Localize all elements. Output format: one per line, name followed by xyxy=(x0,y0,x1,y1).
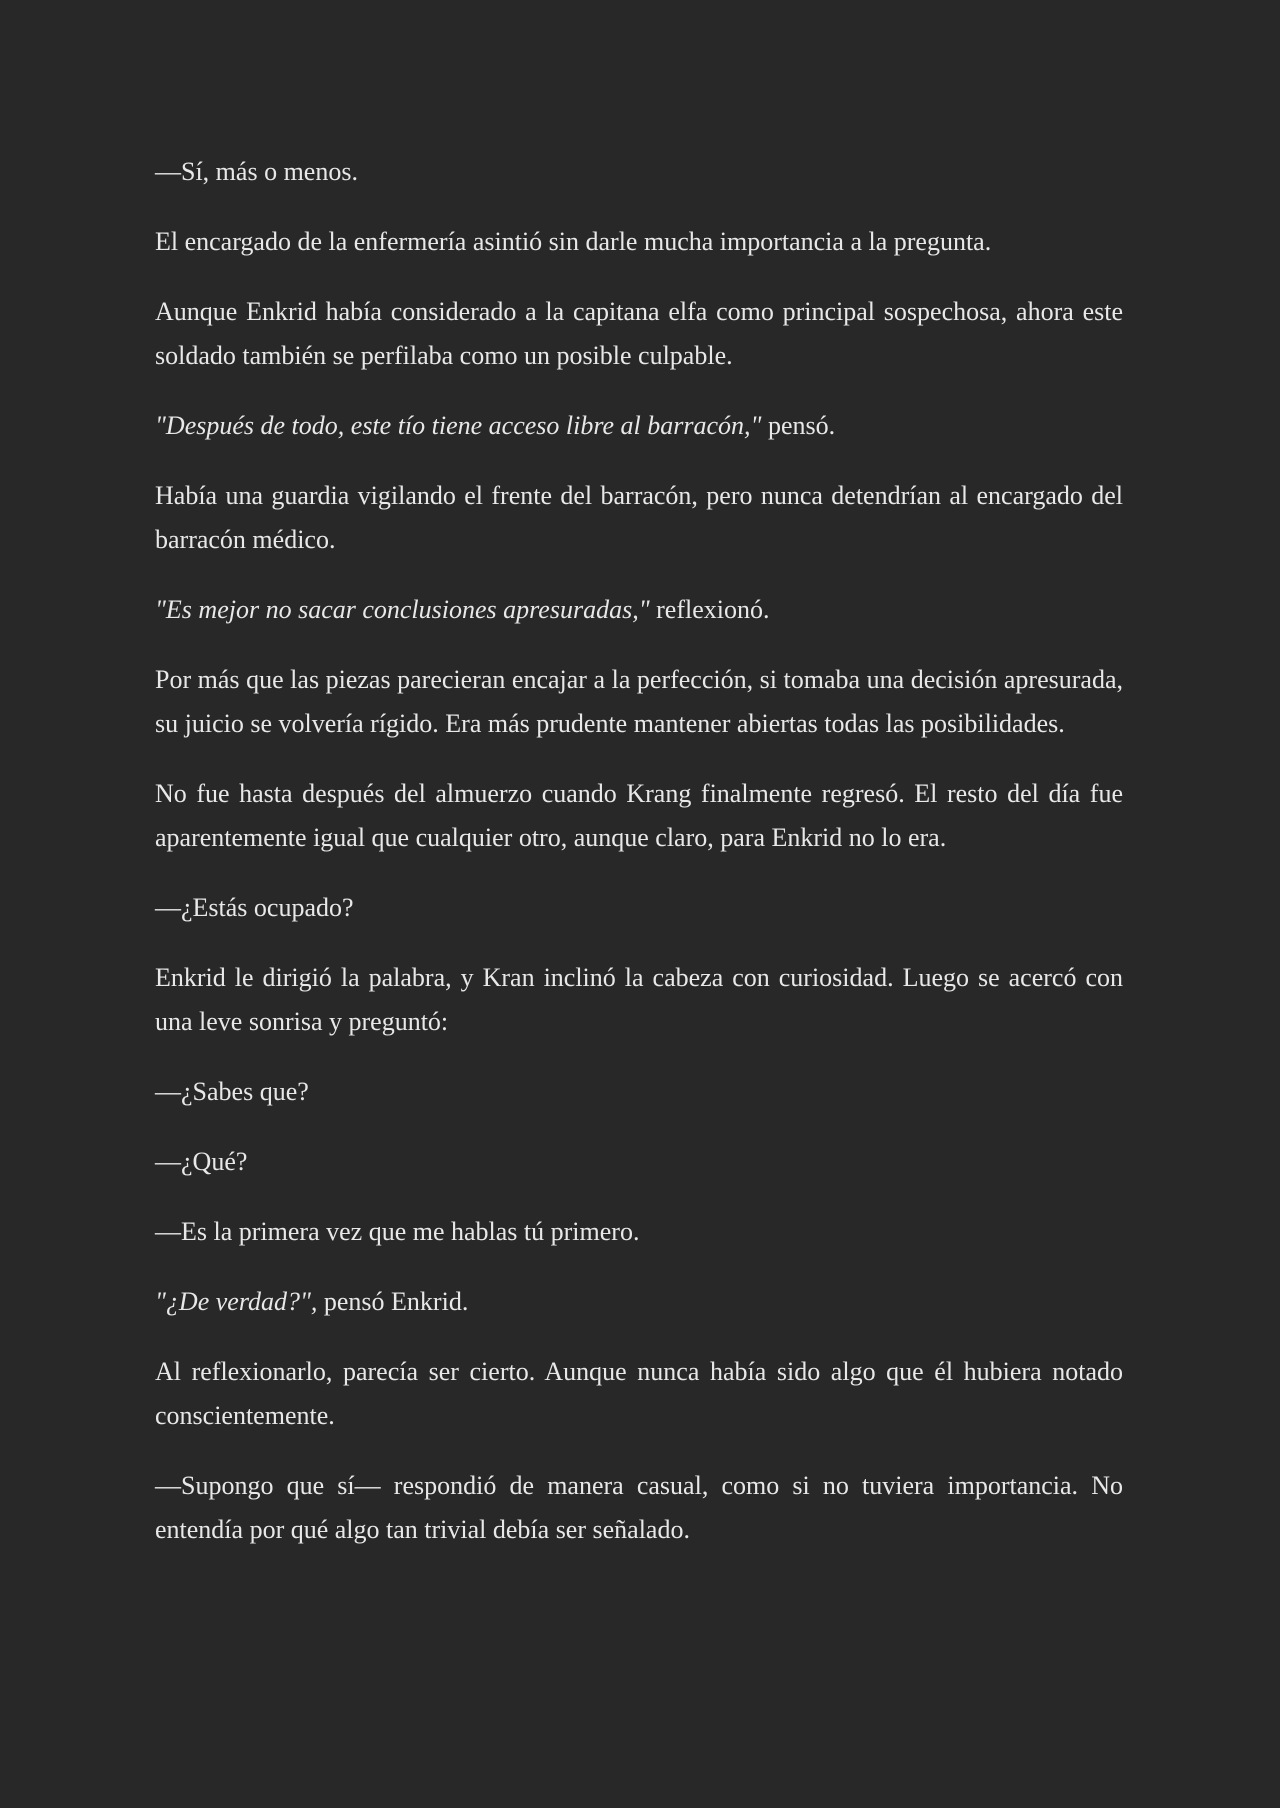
paragraph: Había una guardia vigilando el frente del barracón, pero nunca detendrían al encargado del barracón médico. xyxy=(155,481,1123,554)
thought-text: "Después de todo, este tío tiene acceso libre al barracón," xyxy=(155,411,762,440)
paragraph-dialogue: —Es la primera vez que me hablas tú primero. xyxy=(155,1217,640,1246)
thought-text: "Es mejor no sacar conclusiones apresuradas," xyxy=(155,595,650,624)
paragraph-thought xyxy=(155,588,1123,632)
narration-text: reflexionó. xyxy=(649,595,770,624)
paragraph-thought xyxy=(155,1280,1123,1324)
paragraph-dialogue: —¿Sabes que? xyxy=(155,1077,309,1106)
paragraph: Enkrid le dirigió la palabra, y Kran inclinó la cabeza con curiosidad. Luego se acercó con una leve sonrisa y preguntó: xyxy=(155,963,1123,1036)
paragraph-dialogue: —¿Qué? xyxy=(155,1147,248,1176)
narration-text: pensó. xyxy=(761,411,836,440)
paragraph-thought xyxy=(155,404,1123,448)
paragraph-dialogue: —¿Estás ocupado? xyxy=(155,893,354,922)
paragraph-dialogue: —Supongo que sí— respondió de manera casual, como si no tuviera importancia. No entendía por qué algo tan trivial debía ser señalado. xyxy=(155,1471,1123,1544)
paragraph: —Sí, más o menos. xyxy=(155,157,358,186)
paragraph: El encargado de la enfermería asintió sin darle mucha importancia a la pregunta. xyxy=(155,227,992,256)
thought-text: "¿De verdad?", xyxy=(155,1287,318,1316)
paragraph: Aunque Enkrid había considerado a la capitana elfa como principal sospechosa, ahora este soldado también se perfilaba como un posible culpable. xyxy=(155,297,1123,370)
narration-text: pensó Enkrid. xyxy=(317,1287,469,1316)
paragraph: No fue hasta después del almuerzo cuando Krang finalmente regresó. El resto del día fue aparentemente igual que cualquier otro, aunque claro, para Enkrid no lo era. xyxy=(155,779,1123,852)
paragraph: Por más que las piezas parecieran encajar a la perfección, si tomaba una decisión apresurada, su juicio se volvería rígido. Era más prudente mantener abiertas todas las posibilidades. xyxy=(155,665,1123,738)
document-page xyxy=(155,150,1123,1552)
paragraph: Al reflexionarlo, parecía ser cierto. Aunque nunca había sido algo que él hubiera notado conscientemente. xyxy=(155,1357,1123,1430)
